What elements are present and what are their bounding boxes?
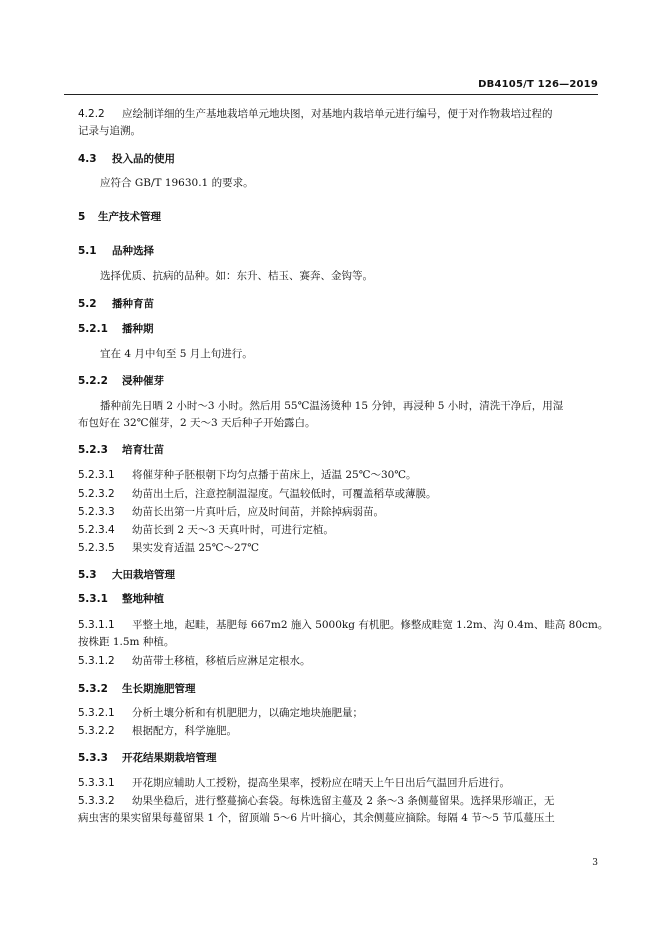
heading-4-3 [78, 151, 598, 167]
heading-number: 5 [78, 211, 86, 223]
heading-5-2 [78, 296, 598, 312]
clause-text: 应绘制详细的生产基地栽培单元地块图，对基地内栽培单元进行编号，便于对作物栽培过程的 [122, 108, 553, 120]
heading-5-2-2 [78, 373, 598, 389]
paragraph-text: 选择优质、抗病的品种。如：东升、桔玉、赛奔、金钩等。 [100, 270, 373, 282]
clause-4-2-2 [78, 106, 598, 122]
heading-5-3-3 [78, 750, 598, 766]
clause-5-2-3-5 [78, 540, 598, 556]
paragraph-text: 应符合 GB/T 19630.1 的要求。 [100, 177, 254, 189]
clause-number: 5.2.3.3 [78, 506, 115, 518]
paragraph-text: 播种前先日晒 2 小时～3 小时。然后用 55℃温汤烫种 15 分钟，再浸种 5 小时，清洗干净后，用湿 [100, 400, 564, 412]
clause-5-2-3-2 [78, 486, 598, 502]
paragraph-text-continued: 布包好在 32℃催芽，2 天～3 天后种子开始露白。 [78, 417, 316, 429]
clause-number: 5.2.3.1 [78, 469, 115, 481]
clause-5-3-3-1 [78, 775, 598, 791]
clause-5-3-2-2 [78, 723, 598, 739]
heading-number: 5.3.1 [78, 593, 108, 605]
heading-title: 大田栽培管理 [112, 569, 175, 581]
clause-5-2-3-1 [78, 467, 598, 483]
clause-number: 5.3.3.2 [78, 795, 115, 807]
clause-text: 幼果坐稳后，进行整蔓摘心套袋。每株选留主蔓及 2 条～3 条侧蔓留果。选择果形端正，无 [132, 795, 555, 807]
clause-number: 4.2.2 [78, 108, 105, 120]
clause-number: 5.2.3.4 [78, 524, 115, 536]
heading-title: 投入品的使用 [112, 153, 175, 165]
paragraph-5-2-2 [78, 398, 620, 414]
heading-5 [78, 209, 598, 225]
heading-number: 5.2.3 [78, 444, 108, 456]
heading-title: 品种选择 [112, 245, 154, 257]
heading-title: 生产技术管理 [98, 211, 161, 223]
heading-title: 播种期 [122, 323, 154, 335]
heading-title: 播种育苗 [112, 298, 154, 310]
clause-5-3-3-2 [78, 793, 598, 809]
clause-text: 幼苗出土后，注意控制温湿度。气温较低时，可覆盖稻草或薄膜。 [132, 488, 437, 500]
paragraph-5-2-1 [78, 346, 620, 362]
clause-5-2-3-3 [78, 504, 598, 520]
clause-text: 开花期应辅助人工授粉，提高坐果率，授粉应在晴天上午日出后气温回升后进行。 [132, 777, 510, 789]
heading-5-2-3 [78, 442, 598, 458]
clause-number: 5.2.3.2 [78, 488, 115, 500]
clause-5-3-2-1 [78, 705, 598, 721]
clause-number: 5.3.3.1 [78, 777, 115, 789]
clause-4-2-2-continued [78, 123, 598, 139]
heading-5-1 [78, 243, 598, 259]
header-rule [64, 94, 598, 95]
paragraph-5-2-2-continued [78, 415, 598, 431]
paragraph-text: 宜在 4 月中旬至 5 月上旬进行。 [100, 348, 253, 360]
heading-title: 培育壮苗 [122, 444, 164, 456]
paragraph-4-3 [78, 175, 620, 191]
heading-5-2-1 [78, 321, 598, 337]
clause-5-3-1-2 [78, 653, 598, 669]
heading-number: 5.2.1 [78, 323, 108, 335]
clause-5-3-3-2-continued [78, 810, 598, 826]
heading-title: 生长期施肥管理 [122, 683, 196, 695]
clause-text: 幼苗带土移植，移植后应淋足定根水。 [132, 655, 311, 667]
clause-number: 5.3.1.1 [78, 619, 115, 631]
clause-text: 幼苗长到 2 天～3 天真叶时，可进行定植。 [132, 524, 334, 536]
clause-5-3-1-1 [78, 617, 609, 633]
clause-5-3-1-1-continued [78, 634, 598, 650]
page-number: 3 [592, 858, 598, 868]
heading-number: 5.3.3 [78, 752, 108, 764]
heading-number: 4.3 [78, 153, 97, 165]
heading-5-3-1 [78, 591, 598, 607]
heading-5-3-2 [78, 681, 598, 697]
clause-text: 平整土地，起畦，基肥每 667m2 施入 5000kg 有机肥。修整成畦宽 1.2m、沟 0.4m、畦高 80cm。 [132, 619, 609, 631]
heading-number: 5.3.2 [78, 683, 108, 695]
clause-number: 5.3.2.1 [78, 707, 115, 719]
clause-text-continued: 记录与追溯。 [78, 125, 141, 137]
heading-number: 5.1 [78, 245, 97, 257]
clause-text: 幼苗长出第一片真叶后，应及时间苗，并除掉病弱苗。 [132, 506, 384, 518]
clause-text: 分析土壤分析和有机肥肥力，以确定地块施肥量； [132, 707, 363, 719]
paragraph-5-1 [78, 268, 620, 284]
clause-text: 将催芽种子胚根朝下均匀点播于苗床上，适温 25℃～30℃。 [132, 469, 417, 481]
heading-number: 5.2 [78, 298, 97, 310]
heading-title: 浸种催芽 [122, 375, 164, 387]
heading-title: 开花结果期栽培管理 [122, 752, 217, 764]
heading-5-3 [78, 567, 598, 583]
heading-number: 5.2.2 [78, 375, 108, 387]
clause-text-continued: 病虫害的果实留果每蔓留果 1 个，留顶端 5～6 片叶摘心，其余侧蔓应摘除。每隔 4 节～5 节瓜蔓压土 [78, 812, 555, 824]
clause-number: 5.3.2.2 [78, 725, 115, 737]
clause-text: 根据配方，科学施肥。 [132, 725, 237, 737]
clause-text: 果实发育适温 25℃～27℃ [132, 542, 260, 554]
clause-5-2-3-4 [78, 522, 598, 538]
heading-title: 整地种植 [122, 593, 164, 605]
clause-number: 5.2.3.5 [78, 542, 115, 554]
document-id: DB4105/T 126—2019 [478, 79, 598, 90]
heading-number: 5.3 [78, 569, 97, 581]
clause-text-continued: 按株距 1.5m 种植。 [78, 636, 175, 648]
clause-number: 5.3.1.2 [78, 655, 115, 667]
